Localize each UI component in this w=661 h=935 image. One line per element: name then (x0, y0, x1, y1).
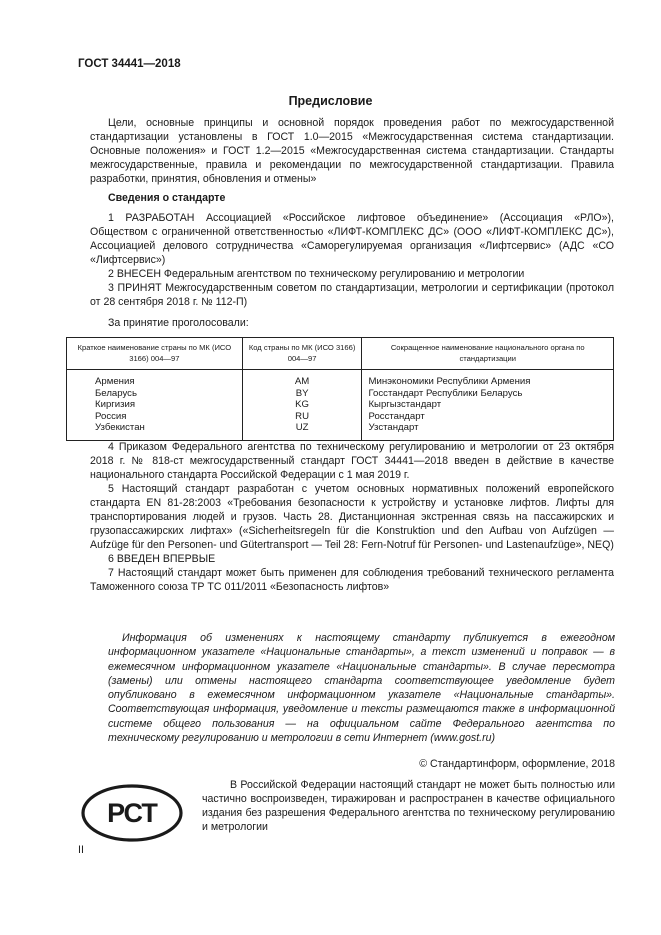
code-cell: RU (242, 411, 362, 423)
body-cell: Госстандарт Республики Беларусь (362, 388, 614, 400)
amendments-info-notice: Информация об изменениях к настоящему стандарту публикуется в ежегодном информационном указателе «Национальные стандарты», а текст изменений и поправок — в ежемесячном информационном указателе «Национальные стандарты». В случае пересмотра (замены) или отмены настоящего стандарта соответствующее уведомление будет опубликовано в ежемесячном информационном указателе «Национальные стандарты». Соответствующая информация, уведомление и тексты размещаются также в информационной системе общего пользования — на официальном сайте Федерального агентства по техническому регулированию и метрологии в сети Интернет (www.gost.ru) (108, 632, 615, 745)
info-item-7: 7 Настоящий стандарт может быть применен для соблюдения требований технического регламента Таможенного союза ТР ТС 011/2011 «Безопасность лифтов» (90, 567, 614, 593)
page-number: II (78, 844, 84, 856)
info-item-6: 6 ВВЕДЕН ВПЕРВЫЕ (108, 553, 216, 565)
info-item-4: 4 Приказом Федерального агентства по техническому регулированию и метрологии от 23 октября 2018 г. № 818-ст межгосударственный стандарт ГОСТ 34441—2018 введен в действие в качестве национального стандарта Российской Федерации с 1 мая 2019 г. (90, 441, 614, 481)
intro-paragraph: Цели, основные принципы и основной порядок проведения работ по межгосударственной стандартизации установлены в ГОСТ 1.0—2015 «Межгосударственная система стандартизации. Основные положения» и ГОСТ 1.2—2015 «Межгосударственная система стандартизации. Стандарты межгосударственные, правила и рекомендации по межгосударственной стандартизации. Правила разработки, принятия, обновления и отмены» (90, 117, 614, 185)
info-item-1: 1 РАЗРАБОТАН Ассоциацией «Российское лифтовое объединение» (Ассоциация «РЛО»), Обществом с ограниченной ответственностью «ЛИФТ-КОМПЛЕКС ДС» (ООО «ЛИФТ-КОМПЛЕКС ДС»), Ассоциацией делового сотрудничества «Саморегулируемая организация «Лифтсервис» (АДС «СО «Лифтсервис») (90, 212, 614, 266)
body-cell: Минэкономики Республики Армения (362, 376, 614, 388)
info-item-5: 5 Настоящий стандарт разработан с учетом основных нормативных положений европейского стандарта EN 81-28:2003 «Требования безопасности к устройству и установке лифтов. Лифты для транспортирования людей и грузов. Часть 28. Дистанционная экстренная связь на пассажирских и грузопассажирских лифтах» («Sicherheitsregeln für die Konstruktion und den Aufbau von Aufzügen — Aufzüge für den Personen- und Gütertransport — Teil 28: Fern-Notruf für Personen- und Lastenaufzüge», NEQ) (90, 483, 614, 551)
info-item-2: 2 ВНЕСЕН Федеральным агентством по техническому регулированию и метрологии (108, 268, 525, 280)
vote-label: За принятие проголосовали: (108, 317, 249, 329)
table-row (67, 411, 614, 423)
country-cell: Киргизия (67, 399, 243, 411)
code-cell: KG (242, 399, 362, 411)
standard-info-items-continued (90, 440, 614, 594)
section-title: Предисловие (288, 94, 373, 108)
body-cell: Кыргызстандарт (362, 399, 614, 411)
table-header-row (67, 338, 614, 370)
country-cell: Узбекистан (67, 422, 243, 434)
header-standards-body: Сокращенное наименование национального органа по стандартизации (362, 338, 614, 370)
table-row (67, 388, 614, 400)
table-row (67, 422, 614, 434)
intro-block (90, 116, 614, 186)
country-cell: Армения (67, 376, 243, 388)
info-item-3: 3 ПРИНЯТ Межгосударственным советом по стандартизации, метрологии и сертификации (протокол от 28 сентября 2018 г. № 112-П) (90, 282, 614, 308)
standard-info-items (90, 211, 614, 309)
table-row (67, 376, 614, 388)
table-row (67, 399, 614, 411)
standard-info-heading: Сведения о стандарте (108, 192, 226, 204)
country-cell: Россия (67, 411, 243, 423)
body-cell: Росстандарт (362, 411, 614, 423)
code-cell: BY (242, 388, 362, 400)
body-cell: Узстандарт (362, 422, 614, 434)
logo-lettering: РСТ (107, 798, 157, 828)
rst-logo (80, 783, 184, 843)
header-country-code: Код страны по МК (ИСО 3166) 004—97 (242, 338, 362, 370)
copyright-line: © Стандартинформ, оформление, 2018 (419, 758, 615, 770)
reproduction-notice: В Российской Федерации настоящий стандарт не может быть полностью или частично воспроизведен, тиражирован и распространен в качестве официального издания без разрешения Федерального агентства по техническому регулированию и метрологии (202, 779, 615, 833)
code-cell: UZ (242, 422, 362, 434)
voting-table (66, 337, 614, 441)
standard-code-header: ГОСТ 34441—2018 (78, 58, 181, 70)
code-cell: AM (242, 376, 362, 388)
country-cell: Беларусь (67, 388, 243, 400)
header-country-name: Краткое наименование страны по МК (ИСО 3166) 004—97 (67, 338, 243, 370)
